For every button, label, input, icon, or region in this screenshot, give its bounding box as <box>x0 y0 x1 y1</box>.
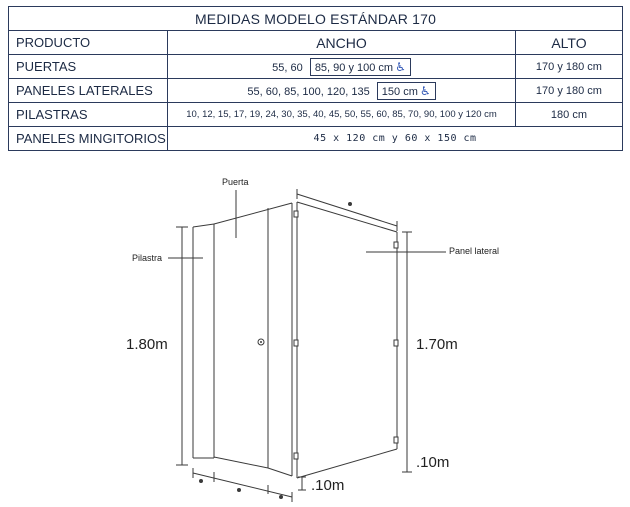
label-pilaster: Pilastra <box>132 253 163 263</box>
width-main: 55, 60, 85, 100, 120, 135 <box>247 85 370 98</box>
row-height: 170 y 180 cm <box>515 55 622 79</box>
width-boxed: 85, 90 y 100 cm <box>314 61 394 74</box>
wheelchair-icon: ♿ <box>395 59 406 74</box>
label-side-panel: Panel lateral <box>449 246 500 256</box>
width-main: 55, 60 <box>272 61 303 74</box>
row-product: PUERTAS <box>9 55 168 79</box>
header-product: PRODUCTO <box>9 31 168 55</box>
row-height: 180 cm <box>515 103 622 127</box>
table-title: MEDIDAS MODELO ESTÁNDAR 170 <box>9 7 623 31</box>
label-door: Puerta <box>222 177 249 187</box>
label-left-height: 1.80m <box>126 336 168 353</box>
row-width: 45 x 120 cm y 60 x 150 cm <box>168 127 623 151</box>
row-width: 10, 12, 15, 17, 19, 24, 30, 35, 40, 45, 50, 55, 60, 85, 70, 90, 100 y 120 cm <box>168 103 516 127</box>
row-product: PANELES LATERALES <box>9 79 168 103</box>
label-bottom-gap: .10m <box>311 477 345 494</box>
row-product: PILASTRAS <box>9 103 168 127</box>
width-boxed: 150 cm <box>381 85 418 98</box>
label-right-height: 1.70m <box>416 336 458 353</box>
row-height: 170 y 180 cm <box>515 79 622 103</box>
header-height: ALTO <box>515 31 622 55</box>
header-width: ANCHO <box>168 31 516 55</box>
wheelchair-icon: ♿ <box>419 83 431 98</box>
label-right-gap: .10m <box>416 454 450 471</box>
row-product: PANELES MINGITORIOS <box>9 127 168 151</box>
